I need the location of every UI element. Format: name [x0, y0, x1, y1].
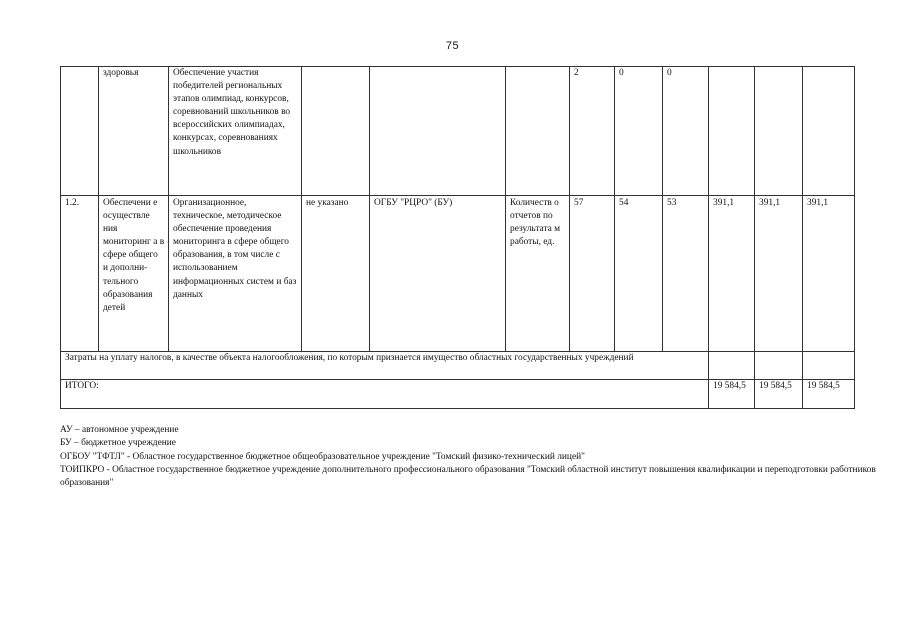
executor-cell	[370, 67, 506, 196]
indicator-cell: Количеств о отчетов по результата м работы, ед.	[506, 196, 570, 352]
due-cell: не указано	[302, 196, 370, 352]
budget-table	[60, 66, 855, 409]
funding-cell	[755, 352, 803, 380]
total-funding-cell: 19 584,5	[755, 380, 803, 409]
tax-label: Затраты на уплату налогов, в качестве объекта налогообложения, по которым признается имущество областных государственных учреждений	[61, 352, 709, 380]
funding-cell: 391,1	[709, 196, 755, 352]
footnote-bu: БУ – бюджетное учреждение	[60, 438, 176, 449]
row-number: 1.2.	[61, 196, 99, 352]
table-row	[61, 67, 855, 196]
funding-cell	[803, 352, 855, 380]
tax-row	[61, 352, 855, 380]
total-row	[61, 380, 855, 409]
measure-cell: Обеспечение участия победителей региональных этапов олимпиад, конкурсов, соревнований школьников во всероссийских олимпиадах, конкурсах, соревнованиях школьников	[169, 67, 302, 196]
value-cell: 2	[570, 67, 615, 196]
value-cell: 0	[615, 67, 663, 196]
task-cell: Обеспечени е осуществле ния мониторинг а в сфере общего и дополни- тельного образования детей	[99, 196, 169, 352]
total-funding-cell: 19 584,5	[709, 380, 755, 409]
funding-cell	[709, 67, 755, 196]
due-cell	[302, 67, 370, 196]
total-label: ИТОГО:	[61, 380, 709, 409]
footnotes	[60, 424, 880, 490]
value-cell: 0	[663, 67, 709, 196]
indicator-cell	[506, 67, 570, 196]
measure-cell: Организационное, техническое, методическое обеспечение проведения мониторинга в сфере общего образования, в том числе с использованием информационных систем и баз данных	[169, 196, 302, 352]
funding-cell: 391,1	[803, 196, 855, 352]
table-row	[61, 196, 855, 352]
footnote-au: АУ – автономное учреждение	[60, 425, 179, 435]
funding-cell: 391,1	[755, 196, 803, 352]
row-number	[61, 67, 99, 196]
funding-cell	[803, 67, 855, 196]
executor-cell: ОГБУ "РЦРО" (БУ)	[370, 196, 506, 352]
task-cell: здоровья	[99, 67, 169, 196]
footnote-ogbou: ОГБОУ "ТФТЛ" - Областное государственное бюджетное общеобразовательное учреждение "Томский физико-технический лицей"	[60, 451, 585, 462]
value-cell: 53	[663, 196, 709, 352]
value-cell: 57	[570, 196, 615, 352]
value-cell: 54	[615, 196, 663, 352]
footnote-toipkro: ТОИПКРО - Областное государственное бюджетное учреждение дополнительного профессионального образования "Томский областной институт повышения квалификации и переподготовки работников образования"	[60, 464, 876, 489]
funding-cell	[709, 352, 755, 380]
funding-cell	[755, 67, 803, 196]
total-funding-cell: 19 584,5	[803, 380, 855, 409]
page-number: 75	[445, 40, 460, 52]
